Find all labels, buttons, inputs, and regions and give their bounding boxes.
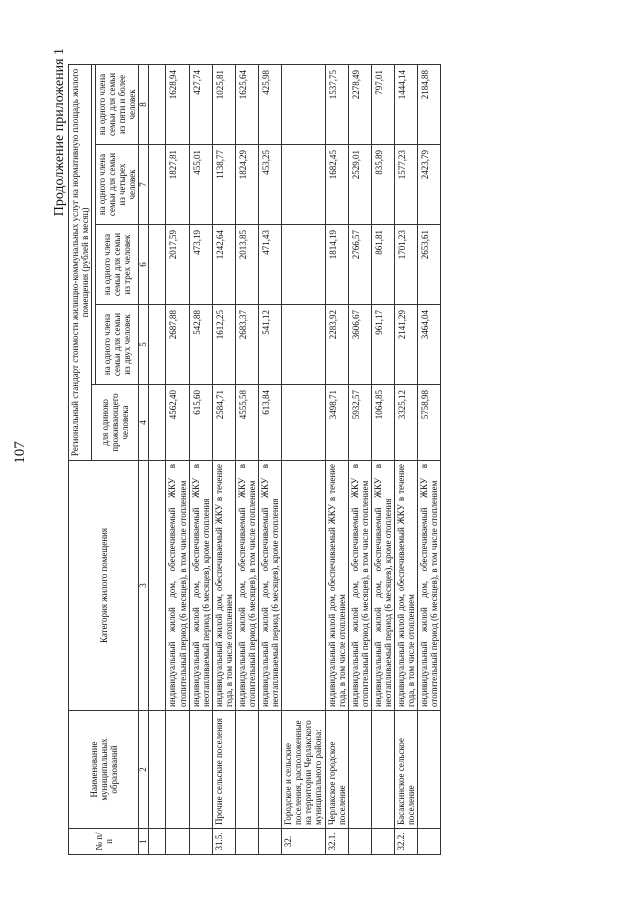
row-num: 32.2. (395, 829, 418, 855)
row-category: индивидуальный жилой дом, обеспечиваемый ЖКУ в отопительный период (6 месяцев), в том числе отоплением (348, 461, 371, 711)
col-number: 6 (139, 225, 149, 305)
row-num (166, 829, 189, 855)
row-value: 1537,75 (325, 64, 348, 144)
table-row (371, 64, 394, 854)
row-num: 32. (282, 829, 325, 855)
row-value: 1064,85 (371, 385, 394, 461)
row-value: 1612,25 (212, 305, 235, 385)
table-row (235, 64, 258, 854)
row-value (282, 385, 325, 461)
table-row (166, 64, 189, 854)
row-num (235, 829, 258, 855)
row-municipality (235, 711, 258, 829)
row-category: индивидуальный жилой дом, обеспечиваемый ЖКУ в неотапливаемый период (6 месяцев), кроме отопления (259, 461, 282, 711)
row-category: индивидуальный жилой дом, обеспечиваемый ЖКУ в отопительный период (6 месяцев), в том числе отоплением (166, 461, 189, 711)
col-number: 3 (139, 461, 149, 711)
table-body (166, 64, 441, 854)
row-municipality: Басаксинское сельское поселение (395, 711, 418, 829)
table-row (348, 64, 371, 854)
row-municipality (371, 711, 394, 829)
col-number: 8 (139, 64, 149, 144)
row-value: 835,89 (371, 145, 394, 225)
table-row (189, 64, 212, 854)
row-value: 961,17 (371, 305, 394, 385)
col-number: 1 (139, 829, 149, 855)
row-value: 1025,81 (212, 64, 235, 144)
row-category: индивидуальный жилой дом, обеспечиваемый ЖКУ в отопительный период (6 месяцев), в том числе отоплением (235, 461, 258, 711)
col-number: 2 (139, 711, 149, 829)
header-fam4: на одного члена семьи для семьи из четырех человек (96, 145, 139, 225)
row-category: индивидуальный жилой дом, обеспечиваемый ЖКУ в неотапливаемый период (6 месяцев), кроме отопления (189, 461, 212, 711)
row-municipality (418, 711, 441, 829)
blank-row (149, 64, 166, 854)
header-fam2: на одного члена семьи для семьи из двух человек (96, 305, 139, 385)
row-value: 542,88 (189, 305, 212, 385)
header-standard-title: Региональный стандарт стоимости жилищно-коммунальных услуг на нормативную площадь жилого помещения (рублей в месяц) (69, 64, 92, 460)
page-number: 107 (12, 441, 28, 464)
row-value: 473,19 (189, 225, 212, 305)
row-num (371, 829, 394, 855)
row-category: индивидуальный жилой дом, обеспечиваемый ЖКУ в течение года, в том числе отоплением (395, 461, 418, 711)
row-value: 3606,67 (348, 305, 371, 385)
appendix-label: Продолжение приложения 1 (52, 48, 67, 217)
row-value: 1242,64 (212, 225, 235, 305)
row-value (282, 64, 325, 144)
column-number-row (139, 64, 149, 854)
row-value: 5932,57 (348, 385, 371, 461)
row-municipality: Черлакское городское поселение (325, 711, 348, 829)
row-municipality: Прочие сельские поселения (212, 711, 235, 829)
row-value: 1628,94 (166, 64, 189, 144)
row-value: 4555,58 (235, 385, 258, 461)
row-category: индивидуальный жилой дом, обеспечиваемый ЖКУ в течение года, в том числе отоплением (325, 461, 348, 711)
row-category: индивидуальный жилой дом, обеспечиваемый ЖКУ в отопительный период (6 месяцев), в том числе отоплением (418, 461, 441, 711)
row-num: 32.1. (325, 829, 348, 855)
table-row (325, 64, 348, 854)
row-value: 2683,37 (235, 305, 258, 385)
row-value: 455,01 (189, 145, 212, 225)
row-value: 471,43 (259, 225, 282, 305)
row-category: индивидуальный жилой дом, обеспечиваемый ЖКУ в течение года, в том числе отоплением (212, 461, 235, 711)
table-row (282, 64, 325, 854)
row-value: 425,98 (259, 64, 282, 144)
row-value: 3325,12 (395, 385, 418, 461)
table-row (259, 64, 282, 854)
row-value: 1138,77 (212, 145, 235, 225)
row-value: 613,84 (259, 385, 282, 461)
row-num (189, 829, 212, 855)
row-value: 797,01 (371, 64, 394, 144)
row-value: 3464,04 (418, 305, 441, 385)
row-value: 1625,64 (235, 64, 258, 144)
row-municipality (259, 711, 282, 829)
row-value: 2184,88 (418, 64, 441, 144)
row-value (282, 225, 325, 305)
header-num: № п/п (69, 829, 139, 855)
col-number: 7 (139, 145, 149, 225)
row-category: индивидуальный жилой дом, обеспечиваемый ЖКУ в неотапливаемый период (6 месяцев), кроме отопления (371, 461, 394, 711)
row-value: 1814,19 (325, 225, 348, 305)
row-num (418, 829, 441, 855)
row-value: 2653,61 (418, 225, 441, 305)
row-num: 31.5. (212, 829, 235, 855)
row-value: 427,74 (189, 64, 212, 144)
row-value: 1827,81 (166, 145, 189, 225)
row-value: 2423,79 (418, 145, 441, 225)
row-value: 1444,14 (395, 64, 418, 144)
row-municipality (189, 711, 212, 829)
row-value (282, 145, 325, 225)
row-municipality: Городское и сельские поселения, расположенные на территории Черлакского муниципального района: (282, 711, 325, 829)
row-value: 1701,23 (395, 225, 418, 305)
header-municipality: Наименование муниципальных образований (69, 711, 139, 829)
row-value: 4562,40 (166, 385, 189, 461)
row-value: 2584,71 (212, 385, 235, 461)
row-value: 2017,59 (166, 225, 189, 305)
row-value: 2278,49 (348, 64, 371, 144)
col-number: 4 (139, 385, 149, 461)
row-value: 1682,45 (325, 145, 348, 225)
row-category (282, 461, 325, 711)
row-municipality (166, 711, 189, 829)
row-value: 2013,85 (235, 225, 258, 305)
row-value: 2529,01 (348, 145, 371, 225)
row-num (259, 829, 282, 855)
header-fam3: на одного члена семьи для семьи из трех человек (96, 225, 139, 305)
header-category: Категория жилого помещения (69, 461, 139, 711)
row-value: 2141,29 (395, 305, 418, 385)
row-value: 453,25 (259, 145, 282, 225)
row-value: 1577,23 (395, 145, 418, 225)
tariff-table (68, 64, 441, 855)
header-fam5: на одного члена семьи для семьи из пяти и более человек (96, 64, 139, 144)
table-row (395, 64, 418, 854)
table-row (212, 64, 235, 854)
row-value: 1824,29 (235, 145, 258, 225)
col-number: 5 (139, 305, 149, 385)
row-num (348, 829, 371, 855)
row-value: 2687,88 (166, 305, 189, 385)
row-municipality (348, 711, 371, 829)
table-row (418, 64, 441, 854)
row-value: 541,12 (259, 305, 282, 385)
row-value: 615,60 (189, 385, 212, 461)
row-value: 861,81 (371, 225, 394, 305)
row-value: 2766,57 (348, 225, 371, 305)
row-value: 5758,98 (418, 385, 441, 461)
header-single: для одиноко проживающего человека (92, 385, 139, 461)
row-value (282, 305, 325, 385)
row-value: 2283,92 (325, 305, 348, 385)
row-value: 3498,71 (325, 385, 348, 461)
